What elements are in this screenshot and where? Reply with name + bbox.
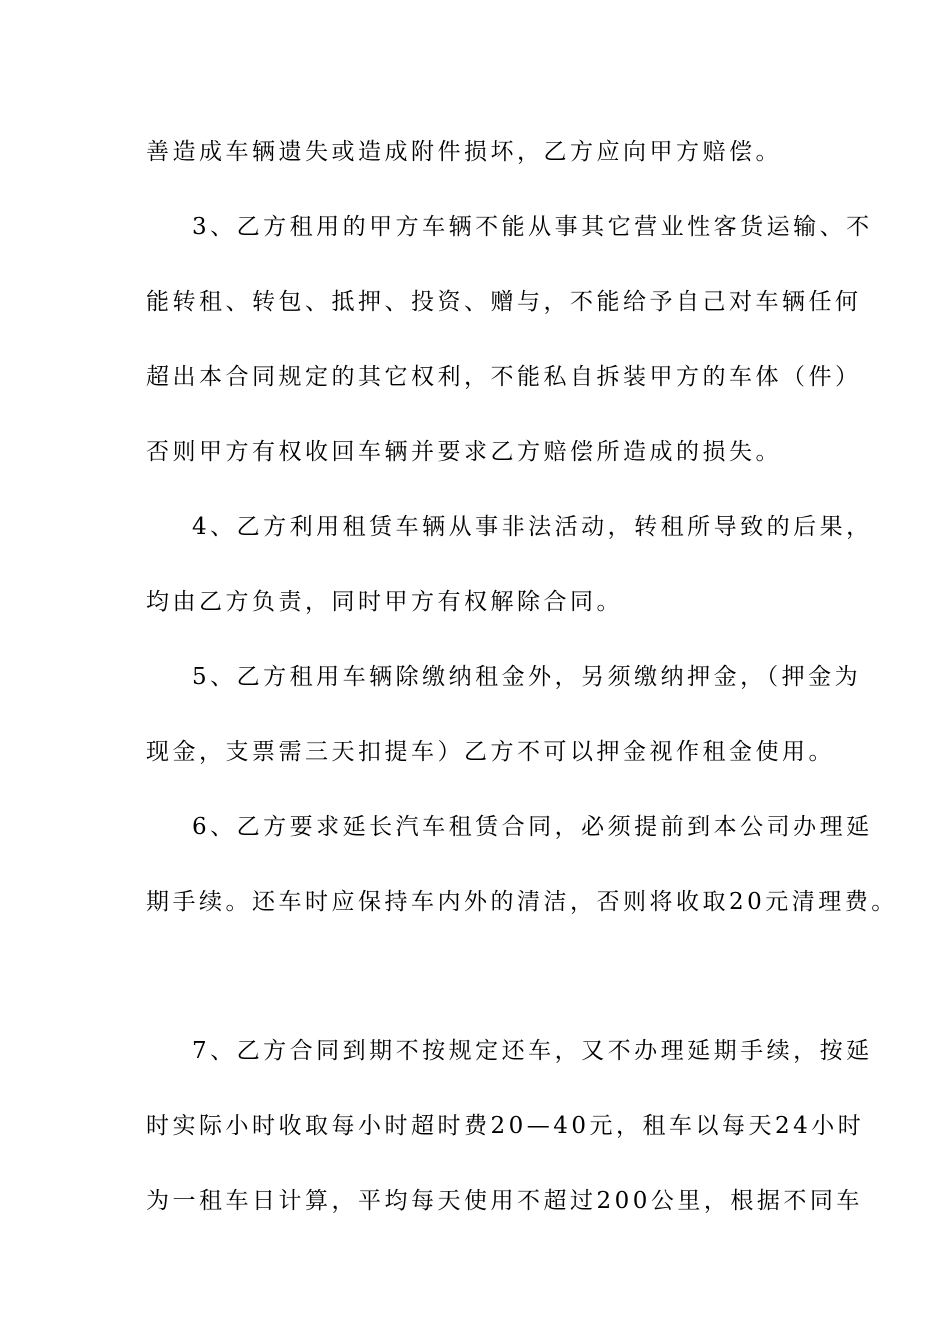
text-line-9: 现金，支票需三天扣提车）乙方不可以押金视作租金使用。	[146, 739, 835, 765]
text-line-4: 超出本合同规定的其它权利，不能私自拆装甲方的车体（件）	[146, 364, 862, 390]
text-line-5: 否则甲方有权收回车辆并要求乙方赔偿所造成的损失。	[146, 439, 782, 465]
text-line-13: 时实际小时收取每小时超时费20—40元，租车以每天24小时	[146, 1113, 865, 1139]
text-line-7: 均由乙方负责，同时甲方有权解除合同。	[146, 589, 623, 615]
text-line-12: 7、乙方合同到期不按规定还车，又不办理延期手续，按延	[192, 1038, 873, 1064]
text-line-11: 期手续。还车时应保持车内外的清洁，否则将收取20元清理费。	[146, 889, 898, 915]
text-line-6: 4、乙方利用租赁车辆从事非法活动，转租所导致的后果，	[192, 514, 873, 540]
text-line-1: 善造成车辆遗失或造成附件损坏，乙方应向甲方赔偿。	[146, 139, 782, 165]
text-line-8: 5、乙方租用车辆除缴纳租金外，另须缴纳押金，（押金为	[192, 664, 862, 690]
text-line-3: 能转租、转包、抵押、投资、赠与，不能给予自己对车辆任何	[146, 289, 862, 315]
text-line-14: 为一租车日计算，平均每天使用不超过200公里，根据不同车	[146, 1188, 863, 1214]
text-line-2: 3、乙方租用的甲方车辆不能从事其它营业性客货运输、不	[192, 214, 873, 240]
text-line-10: 6、乙方要求延长汽车租赁合同，必须提前到本公司办理延	[192, 814, 873, 840]
